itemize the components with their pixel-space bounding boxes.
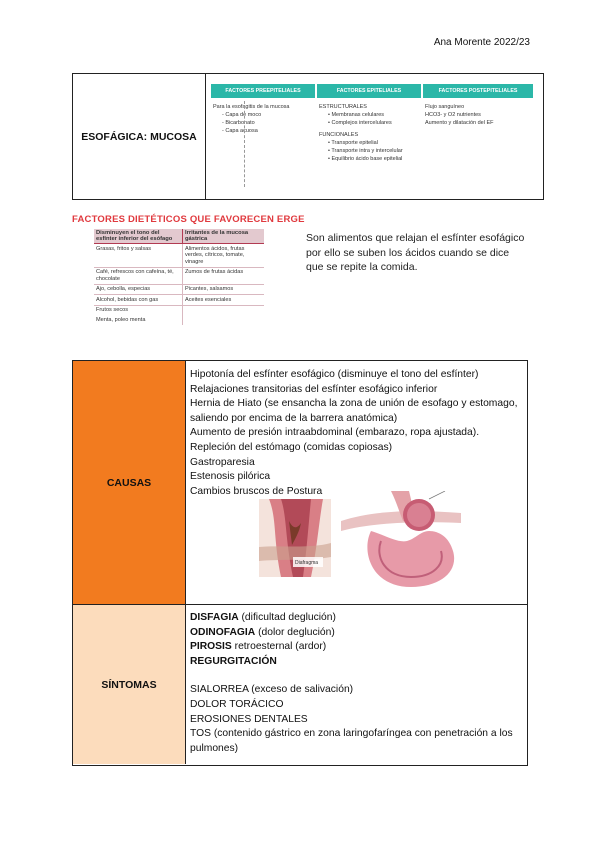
figure-divider: [244, 101, 245, 187]
causa-item: Hipotonía del esfínter esofágico (disminuye el tono del esfínter): [190, 369, 479, 380]
diet-note: Son alimentos que relajan el esfínter esofágico por ello se suben los ácidos cuando se dice que se repite la comida.: [306, 232, 525, 273]
diet-cell: Café, refrescos con cafeína, té, chocolate: [94, 267, 183, 284]
diet-cell: [183, 305, 265, 315]
sintoma-item: SIALORREA (exceso de salivación): [190, 684, 354, 696]
diet-cell: Menta, poleo menta: [94, 315, 183, 325]
diet-row: [94, 295, 264, 306]
epi-column: [319, 103, 403, 163]
sintoma-item: DOLOR TORÁCICO: [190, 698, 284, 710]
post-item: Flujo sanguíneo: [425, 104, 465, 110]
diet-header-tone: Disminuyen el tono del esfínter inferior del esófago: [94, 229, 183, 244]
sintoma-item: TOS (contenido gástrico en zona laringofaríngea con penetración a los pulmones): [190, 728, 513, 754]
pre-column: [213, 103, 289, 135]
pre-item: - Capa de moco: [222, 112, 262, 118]
diet-title: FACTORES DIETÉTICOS QUE FAVORECEN ERGE: [72, 214, 305, 225]
diaphragm-label: Diafragma: [295, 560, 319, 566]
diet-cell: Zumos de frutas ácidas: [183, 267, 265, 284]
causa-item: Gastroparesia: [190, 456, 255, 468]
epi-item: • Equilibrio ácido base epitelial: [328, 156, 403, 162]
author-header: Ana Morente 2022/23: [433, 37, 530, 48]
causes-symptoms-table: [72, 360, 528, 766]
post-item: Aumento y dilatación del EF: [425, 120, 494, 126]
diet-row: [94, 284, 264, 295]
epi-group-title: ESTRUCTURALES: [319, 104, 367, 110]
diet-table: [94, 229, 264, 325]
figure-header-post: FACTORES POSTEPITELIALES: [423, 84, 533, 98]
diet-cell: Grasas, fritos y salsas: [94, 244, 183, 268]
pre-intro: Para la esofagitis de la mucosa: [213, 104, 290, 110]
epi-item: • Transporte epitelial: [328, 140, 378, 146]
epi-item: • Transporte intra y intercelular: [328, 148, 403, 154]
pre-item: - Bicarbonato: [222, 120, 255, 126]
figure-header-epi: FACTORES EPITELIALES: [317, 84, 421, 98]
causa-item: Cambios bruscos de Postura: [190, 485, 323, 497]
epi-group-title: FUNCIONALES: [319, 132, 359, 138]
diet-cell: Frutos secos: [94, 305, 183, 315]
epi-item: • Membranas celulares: [328, 112, 385, 118]
diet-cell: Picantes, salsamos: [183, 284, 265, 295]
esophagus-illustration: [259, 499, 331, 577]
sintoma-item: PIROSIS retroesternal (ardor): [190, 641, 327, 653]
spacer: [190, 669, 525, 683]
sintoma-item: EROSIONES DENTALES: [190, 713, 308, 725]
sintoma-item: DISFAGIA (dificultad deglución): [190, 612, 336, 623]
diet-table-header: [94, 229, 264, 244]
diet-row: [94, 244, 264, 268]
causas-list: [190, 368, 525, 499]
mucosa-table: [72, 73, 544, 200]
diet-header-irritants: Irritantes de la mucosa gástrica: [183, 229, 265, 244]
sintoma-item: ODINOFAGIA (dolor deglución): [190, 626, 335, 638]
diet-cell: Alcohol, bebidas con gas: [94, 295, 183, 306]
epi-item: • Complejos intercelulares: [328, 120, 392, 126]
diet-cell: [183, 315, 265, 325]
diet-row: [94, 267, 264, 284]
post-item: HCO3- y O2 nutrientes: [425, 112, 481, 118]
mucosa-factors-figure: [207, 77, 537, 195]
sintomas-label: SÍNTOMAS: [73, 605, 186, 764]
causa-item: Aumento de presión intraabdominal (embarazo, ropa ajustada).: [190, 427, 480, 439]
hiatal-hernia-illustration: [341, 491, 461, 593]
sintomas-list: [190, 611, 525, 756]
mucosa-label: ESOFÁGICA: MUCOSA: [73, 74, 206, 199]
sintoma-item: REGURGITACIÓN: [190, 655, 277, 667]
diet-cell: Alimentos ácidos, frutas verdes, cítricos, tomate, vinagre: [183, 244, 265, 268]
diet-cell: Ajo, cebolla, especias: [94, 284, 183, 295]
diet-row: [94, 305, 264, 315]
causa-item: Relajaciones transitorias del esfínter esofágico inferior: [190, 383, 438, 395]
diet-row: [94, 315, 264, 325]
diet-cell: Aceites esenciales: [183, 295, 265, 306]
causa-item: Estenosis pilórica: [190, 471, 271, 483]
figure-header-pre: FACTORES PREEPITELIALES: [211, 84, 315, 98]
causa-item: Hernia de Hiato (se ensancha la zona de unión de esofago y estomago, saliendo por encima de la barrera anatómica): [190, 398, 518, 424]
post-column: [425, 103, 493, 127]
causas-label: CAUSAS: [73, 361, 186, 604]
causa-item: Repleción del estómago (comidas copiosas): [190, 441, 393, 453]
pre-item: - Capa acuosa: [222, 128, 258, 134]
